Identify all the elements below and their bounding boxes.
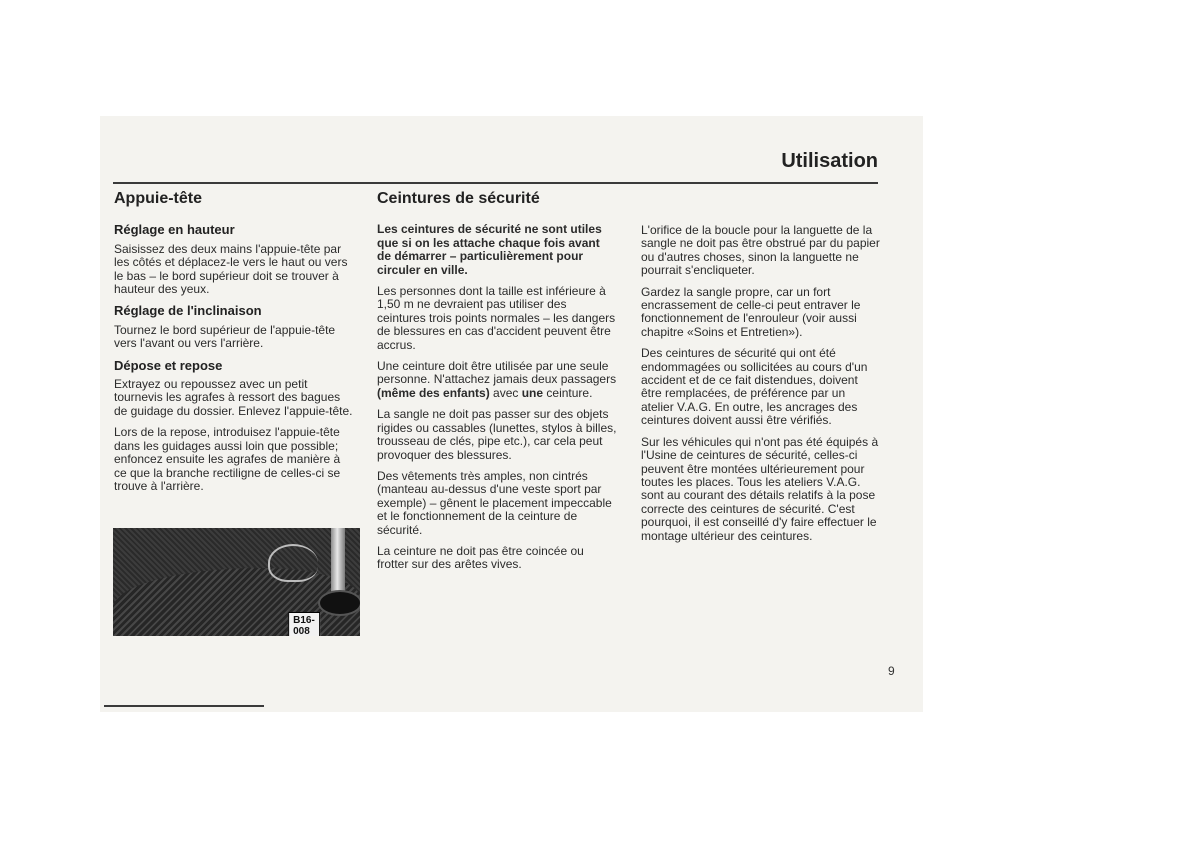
spring-clip: [268, 544, 318, 582]
page-number: 9: [888, 664, 895, 678]
seatbelts-lead: Les ceintures de sécurité ne sont utiles que si on les attache chaque fois avant de démarrer – particulièrement pour circuler en ville.: [377, 222, 602, 277]
belt-retrofit-text: Sur les véhicules qui n'ont pas été équipés à l'Usine de ceintures de sécurité, celles-ci peuvent être montées ultérieurement pour toutes les places. Tous les ateliers V.A.G. sont au courant des détails relatifs à la pose correcte des ceintures de sécurité. C'est pourquoi, il est conseillé d'y faire effectuer le montage ultérieur des ceintures.: [641, 434, 879, 543]
guide-sleeve: [318, 590, 360, 616]
buckle-text: L'orifice de la boucle pour la languette de la sangle ne doit pas être obstrué par du papier ou d'autres choses, sinon la languette ne pourrait s'encliqueter.: [641, 223, 880, 278]
height-adjustment-heading: Réglage en hauteur: [114, 222, 235, 238]
seatbelts-height-text: Les personnes dont la taille est inférieure à 1,50 m ne devraient pas utiliser des ceintures trois points normales – les dangers de blessures en cas d'accident peuvent être accrus.: [377, 284, 616, 352]
belt-cleaning-text: Gardez la sangle propre, car un fort encrassement de celle-ci peut entraver le fonctionnement de l'enrouleur (voir aussi chapitre «Soins et Entretien»).: [641, 284, 861, 339]
section-title: Utilisation: [781, 150, 878, 172]
text-run: ceinture.: [543, 385, 593, 400]
seatbelts-title: Ceintures de sécurité: [377, 190, 540, 207]
tilt-adjustment-heading: Réglage de l'inclinaison: [114, 303, 262, 319]
text-run-bold: une: [521, 385, 544, 400]
header-divider: [113, 182, 878, 184]
text-run-bold: (même des enfants): [377, 385, 490, 400]
removal-heading: Dépose et repose: [114, 357, 223, 373]
height-adjustment-text: Saisissez des deux mains l'appuie-tête par les côtés et déplacez-le vers le haut ou vers le bas – le bord supérieur doit se trouver à hauteur des yeux.: [114, 241, 348, 297]
removal-text: Extrayez ou repoussez avec un petit tournevis les agrafes à ressort des bagues de guidage du dossier. Enlevez l'appuie-tête.: [114, 377, 353, 418]
text-run: Une ceinture doit être utilisée par une seule personne. N'attachez jamais deux passagers: [377, 359, 617, 387]
text-run: avec: [489, 385, 522, 400]
column-seatbelts: [377, 192, 617, 580]
belt-replacement-text: Des ceintures de sécurité qui ont été endommagées ou sollicitées au cours d'un accident et de ce fait distendues, doivent être remplacées, de préférence par un atelier V.A.G. En outre, les ancrages des ceintures doivent aussi être vérifiés.: [641, 346, 868, 428]
refit-text: Lors de la repose, introduisez l'appuie-tête dans les guidages aussi loin que possible; enfoncez ensuite les agrafes de manière à ce que la branche rectiligne de celles-ci se trouve à l'arrière.: [114, 425, 341, 493]
seatbelts-clothing-text: Des vêtements très amples, non cintrés (manteau au-dessus d'une veste sport par exemple) – gênent le placement impeccable et le fonctionnement de la ceinture de sécurité.: [377, 468, 612, 537]
tilt-adjustment-text: Tournez le bord supérieur de l'appuie-tête vers l'avant ou vers l'arrière.: [114, 322, 336, 351]
column-headrest: [114, 192, 356, 501]
figure-label: B16-008: [288, 612, 320, 636]
seatbelts-edges-text: La ceinture ne doit pas être coincée ou frotter sur des arêtes vives.: [377, 543, 584, 572]
footer-divider: [104, 705, 264, 707]
seatbelts-one-person-text: [377, 360, 617, 400]
headrest-guide-photo: [113, 528, 360, 636]
column-seatbelts-continued: [641, 224, 881, 551]
headrest-title: Appuie-tête: [114, 190, 202, 207]
seatbelts-objects-text: La sangle ne doit pas passer sur des objets rigides ou cassables (lunettes, stylos à billes, trousseau de clés, pipe etc.), car cela peut provoquer des blessures.: [377, 407, 617, 462]
